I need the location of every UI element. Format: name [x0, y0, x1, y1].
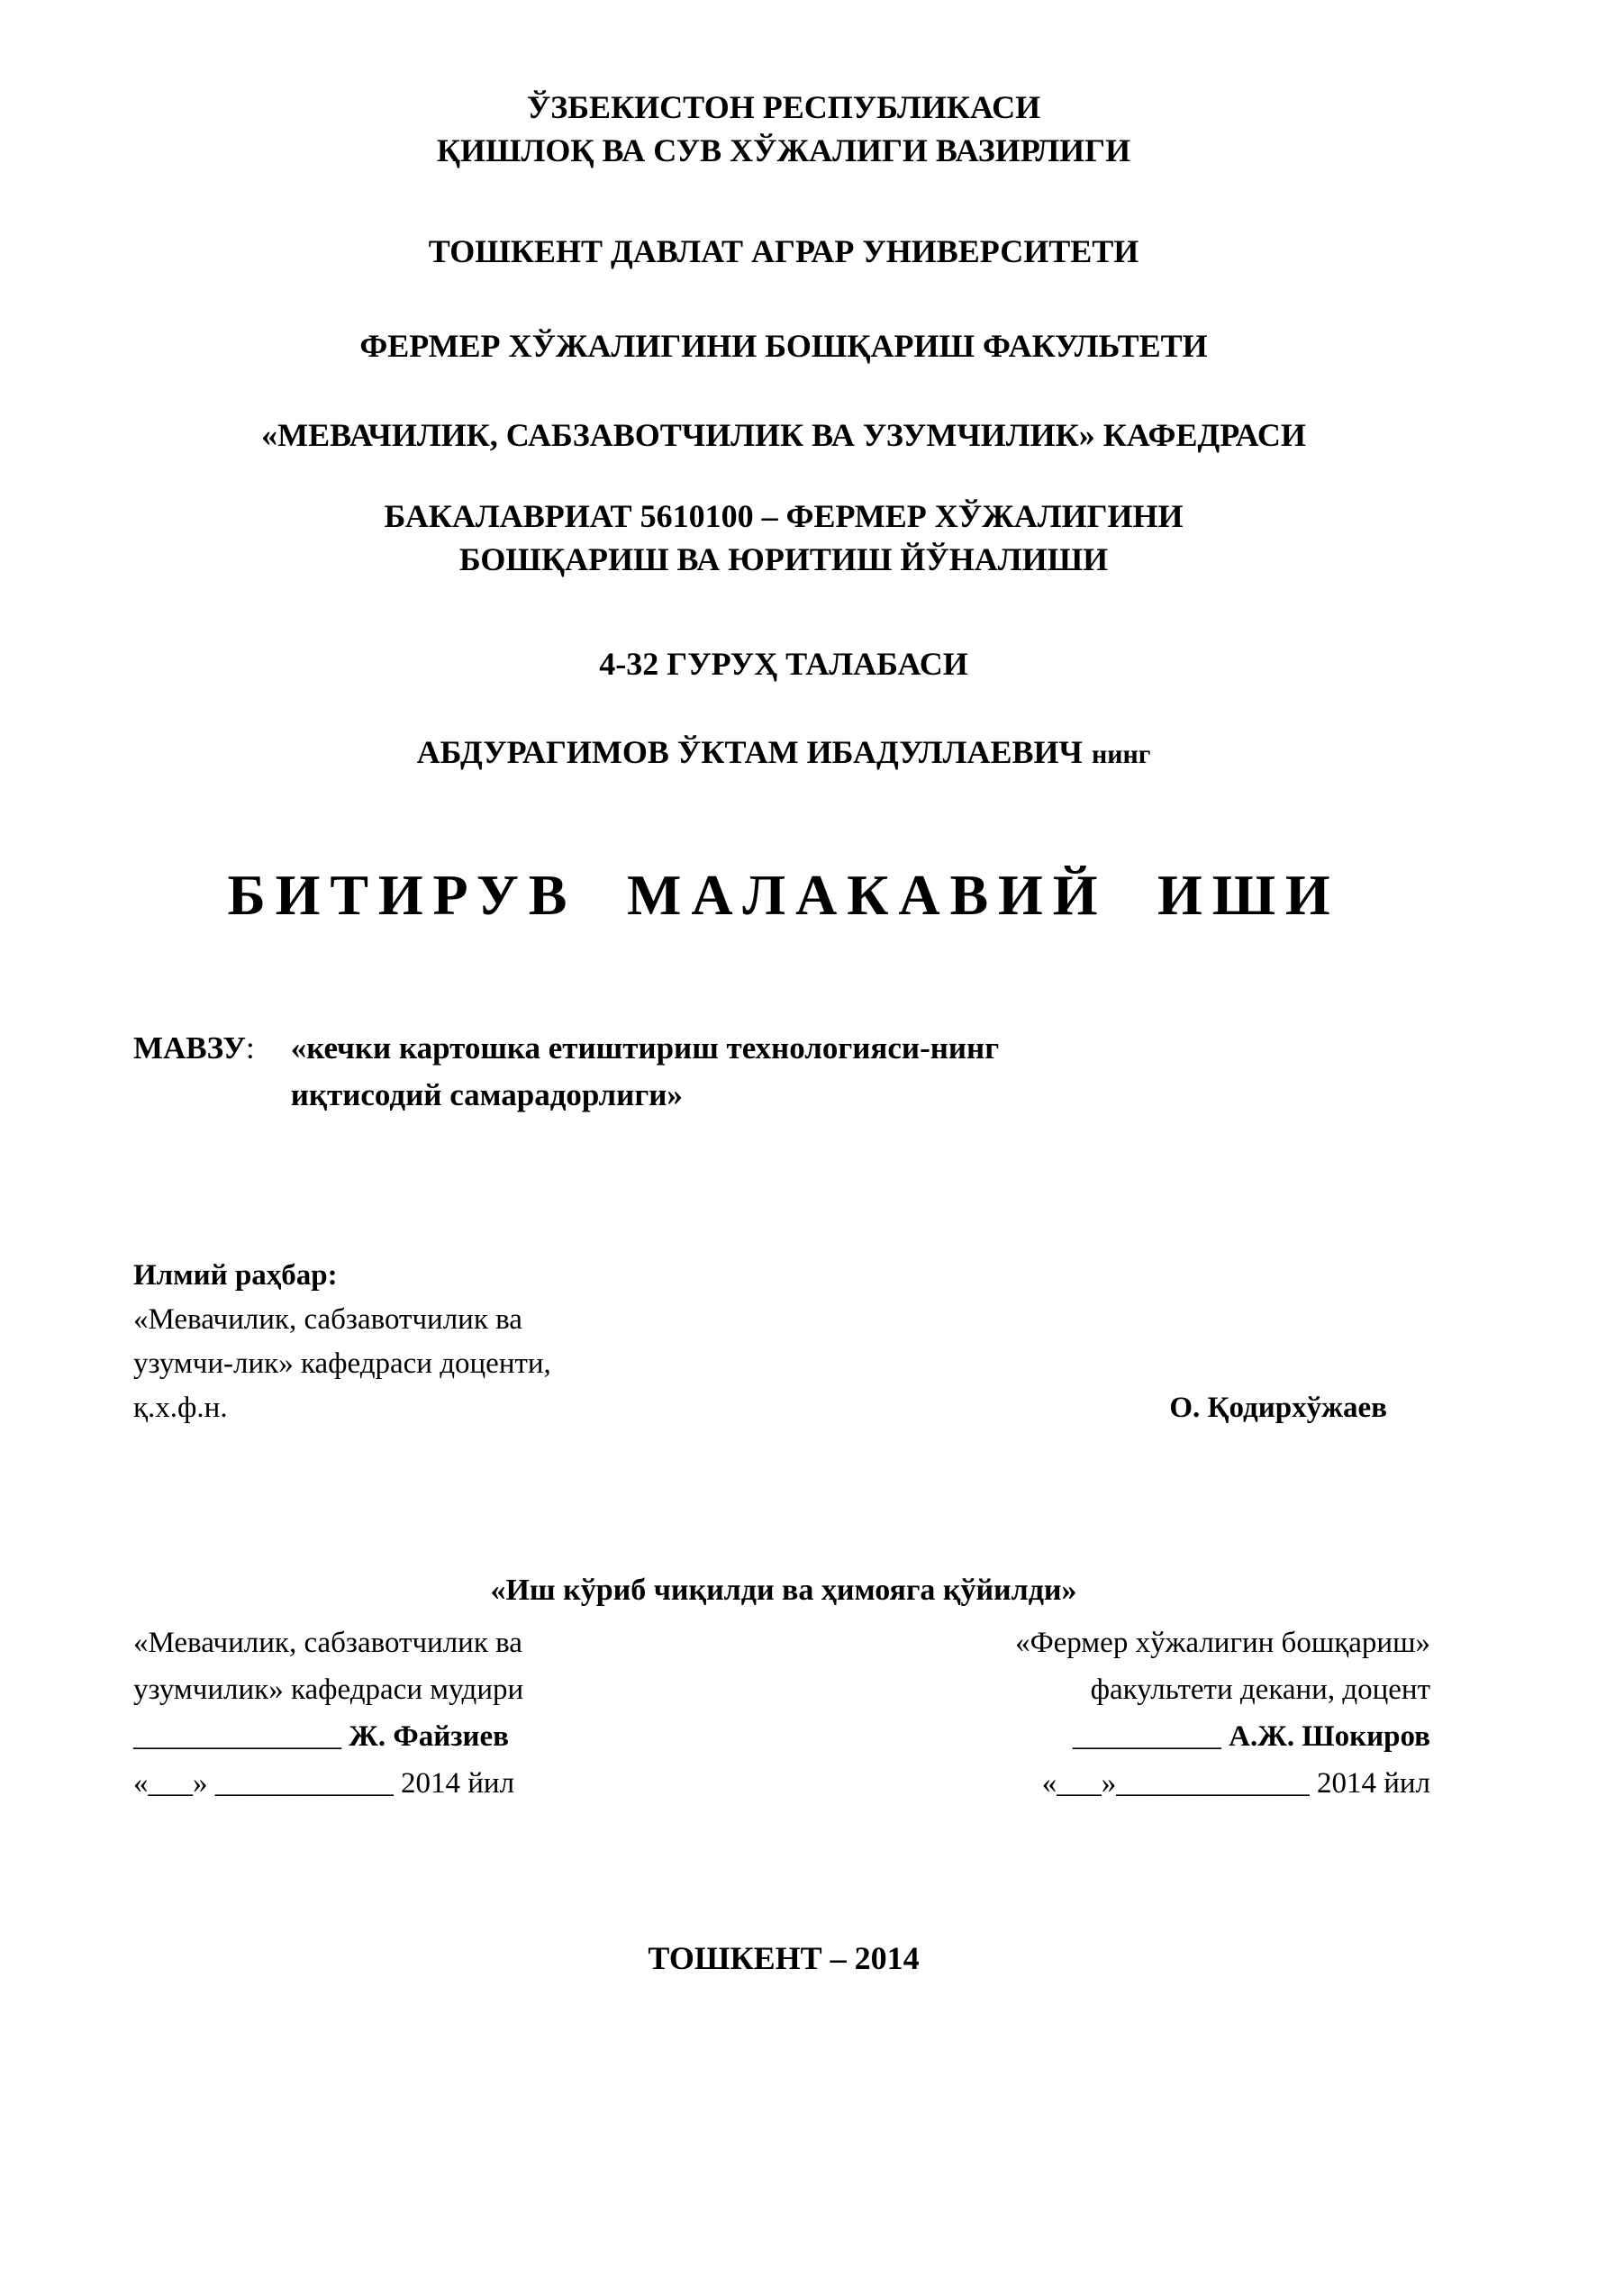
right-date-line: «___»_____________ 2014 йил	[1041, 1767, 1430, 1800]
right-signature-line	[1015, 1713, 1430, 1760]
faculty-name: ФЕРМЕР ХЎЖАЛИГИНИ БОШҚАРИШ ФАКУЛЬТЕТИ	[359, 328, 1208, 364]
approval-right-column	[1015, 1619, 1430, 1807]
student-name: АБДУРАГИМОВ ЎКТАМ ИБАДУЛЛАЕВИЧ	[416, 734, 1083, 770]
right-org-line-2: факультети декани, доцент	[1090, 1674, 1430, 1706]
right-signature-blank: __________	[1072, 1720, 1229, 1753]
topic-colon: :	[245, 1030, 255, 1066]
ministry-block	[126, 86, 1441, 172]
program-line-1: БАКАЛАВРИАТ 5610100 – ФЕРМЕР ХЎЖАЛИГИНИ	[384, 498, 1184, 534]
country-line: ЎЗБЕКИСТОН РЕСПУБЛИКАСИ	[526, 89, 1041, 125]
advisor-degree-row	[133, 1386, 1441, 1430]
university-name: ТОШКЕНТ ДАВЛАТ АГРАР УНИВЕРСИТЕТИ	[428, 233, 1139, 269]
left-org-line-1: «Мевачилик, сабзавотчилик ва	[133, 1627, 522, 1659]
main-title: БИТИРУВ МАЛАКАВИЙ ИШИ	[227, 863, 1340, 927]
right-org-line-1: «Фермер хўжалигин бошқариш»	[1015, 1627, 1430, 1659]
left-org-line-2: узумчилик» кафедраси мудири	[133, 1674, 524, 1706]
approval-columns	[126, 1619, 1441, 1807]
program-line-2: БОШҚАРИШ ВА ЮРИТИШ ЙЎНАЛИШИ	[458, 541, 1109, 577]
right-signer-name: А.Ж. Шокиров	[1229, 1720, 1430, 1753]
left-signer-name: Ж. Файзиев	[349, 1720, 509, 1753]
topic-label: МАВЗУ:	[133, 1030, 255, 1066]
department-name: «МЕВАЧИЛИК, САБЗАВОТЧИЛИК ВА УЗУМЧИЛИК» КАФЕДРАСИ	[261, 417, 1306, 453]
student-line	[126, 730, 1441, 776]
advisor-block	[126, 1254, 1441, 1430]
program-block	[126, 494, 1441, 581]
advisor-line-2: узумчи-лик» кафедраси доценти,	[133, 1347, 551, 1380]
title-page-content	[126, 0, 1441, 1980]
topic-text	[291, 1025, 999, 1119]
approval-left-column	[133, 1619, 523, 1807]
advisor-label: Илмий раҳбар:	[133, 1259, 338, 1292]
topic-line-2: иқтисодий самарадорлиги»	[290, 1077, 683, 1112]
advisor-degree: қ.х.ф.н.	[133, 1392, 228, 1424]
topic-line-1: «кечки картошка етиштириш технологияси-нинг	[290, 1030, 1000, 1066]
left-signature-blank: ______________	[133, 1720, 349, 1753]
left-date-line: «___» ____________ 2014 йил	[133, 1767, 515, 1800]
topic-block	[126, 1025, 1441, 1119]
ministry-line: ҚИШЛОҚ ВА СУВ ХЎЖАЛИГИ ВАЗИРЛИГИ	[436, 132, 1131, 168]
city-year: ТОШКЕНТ – 2014	[648, 1940, 920, 1976]
advisor-line-1: «Мевачилик, сабзавотчилик ва	[133, 1303, 522, 1336]
advisor-name: О. Қодирхўжаев	[1169, 1392, 1387, 1424]
group-name: 4-32 ГУРУҲ ТАЛАБАСИ	[599, 646, 968, 682]
student-suffix: нинг	[1091, 739, 1151, 769]
approval-heading: «Иш кўриб чиқилди ва ҳимояга қўйилди»	[490, 1574, 1077, 1607]
left-signature-line	[133, 1713, 523, 1760]
